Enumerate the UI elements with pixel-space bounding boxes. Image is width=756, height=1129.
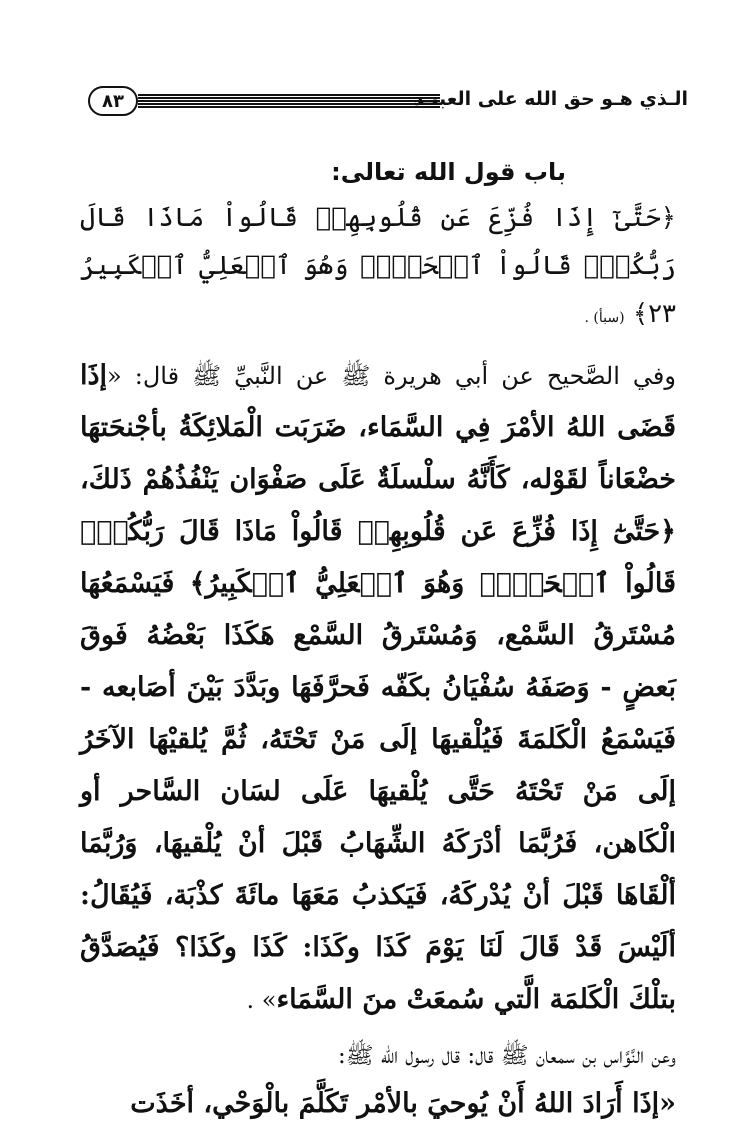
page-number-badge [88, 86, 138, 116]
running-header [88, 86, 688, 120]
hadith-2-body: إذَا أَرَادَ اللهُ أَنْ يُوحيَ بالأمْر تَكَلَّمَ بالْوَحْي، أخَذَت [130, 1088, 660, 1119]
header-rule [138, 94, 440, 108]
verse-reference: (سبأ) . [584, 310, 625, 326]
section-title: باب قول الله تعالى: [331, 158, 566, 186]
page-content [80, 152, 676, 1119]
hadith-1-body: إذَا قَضَى اللهُ الأمْرَ فِي السَّمَاء، ضَرَبَت الْمَلائِكَةُ بأجْنحَتهَا خضْعَاناً لقَوْله، كَأَنَّهُ سلْسلَةٌ عَلَى صَفْوَان يَنْفُذُهُمْ ذَلكَ، ﴿حَتَّىٰٓ إِذَا فُزِّعَ عَن قُلُوبِهِمۡ قَالُواْ مَاذَا قَالَ رَبُّكُمۡۖ قَالُواْ ٱلۡحَقَّۖ وَهُوَ ٱلۡعَلِيُّ ٱلۡكَبِيرُ﴾ فَيَسْمَعُهَا مُسْتَرقُ السَّمْع، وَمُسْتَرقُ السَّمْع هَكَذَا بَعْضُهُ فَوقَ بَعضٍ - وَصَفَهُ سُفْيَانُ بكَفّه فَحرَّفَهَا وبَدَّدَ بَيْنَ أصَابعه - فَيَسْمَعُ الْكَلمَةَ فَيُلْقيهَا إلَى مَنْ تَحْتَهُ، ثُمَّ يُلقيْهَا الآخَرُ إلَى مَنْ تَحْتَهُ حَتَّى يُلْقيهَا عَلَى لسَان السَّاحر أو الْكَاهن، فَرُبَّمَا أدْرَكَهُ الشِّهَابُ قَبْلَ أنْ يُلْقيهَا، وَرُبَّمَا ألْقَاهَا قَبْلَ أنْ يُدْركَهُ، فَيَكذبُ مَعَهَا مائَةَ كذْبَة، فَيُقَالُ: ألَيْسَ قَدْ قَالَ لَنَا يَوْمَ كَذَا وكَذَا: كَذَا وكَذَا؟ فَيُصَدَّقُ بتلْكَ الْكَلمَة الَّتي سُمعَتْ منَ السَّمَاء [80, 360, 676, 1015]
hadith-2-opening: « [659, 1088, 676, 1119]
hadith-1-closing: » . [246, 986, 277, 1014]
quran-verse [80, 194, 676, 342]
hadith-1-intro: وفي الصَّحيح عن أبي هريرة ﷺ عن النَّبيِّ ﷺ قال: « [107, 362, 676, 390]
verse-text: ﴿حَتَّىٰٓ إِذَا فُزِّعَ عَن قُلُوبِهِمۡ قَالُواْ مَاذَا قَالَ رَبُّكُمۡۖ قَالُواْ ٱلۡحَقَّۖ وَهُوَ ٱلۡعَلِيُّ ٱلۡكَبِيرُ ٢٣﴾ [80, 203, 676, 329]
running-title: الـذي هـو حق الله على العبيـد [413, 88, 688, 110]
hadith-nawwas [80, 1032, 676, 1129]
hadith-abu-hurayrah [80, 350, 676, 1026]
page-number: ٨٣ [102, 90, 124, 112]
hadith-2-intro: وعن النَّوَّاس بن سمعان ﷺ قال: قال رسول الله ﷺ: [337, 1043, 676, 1069]
